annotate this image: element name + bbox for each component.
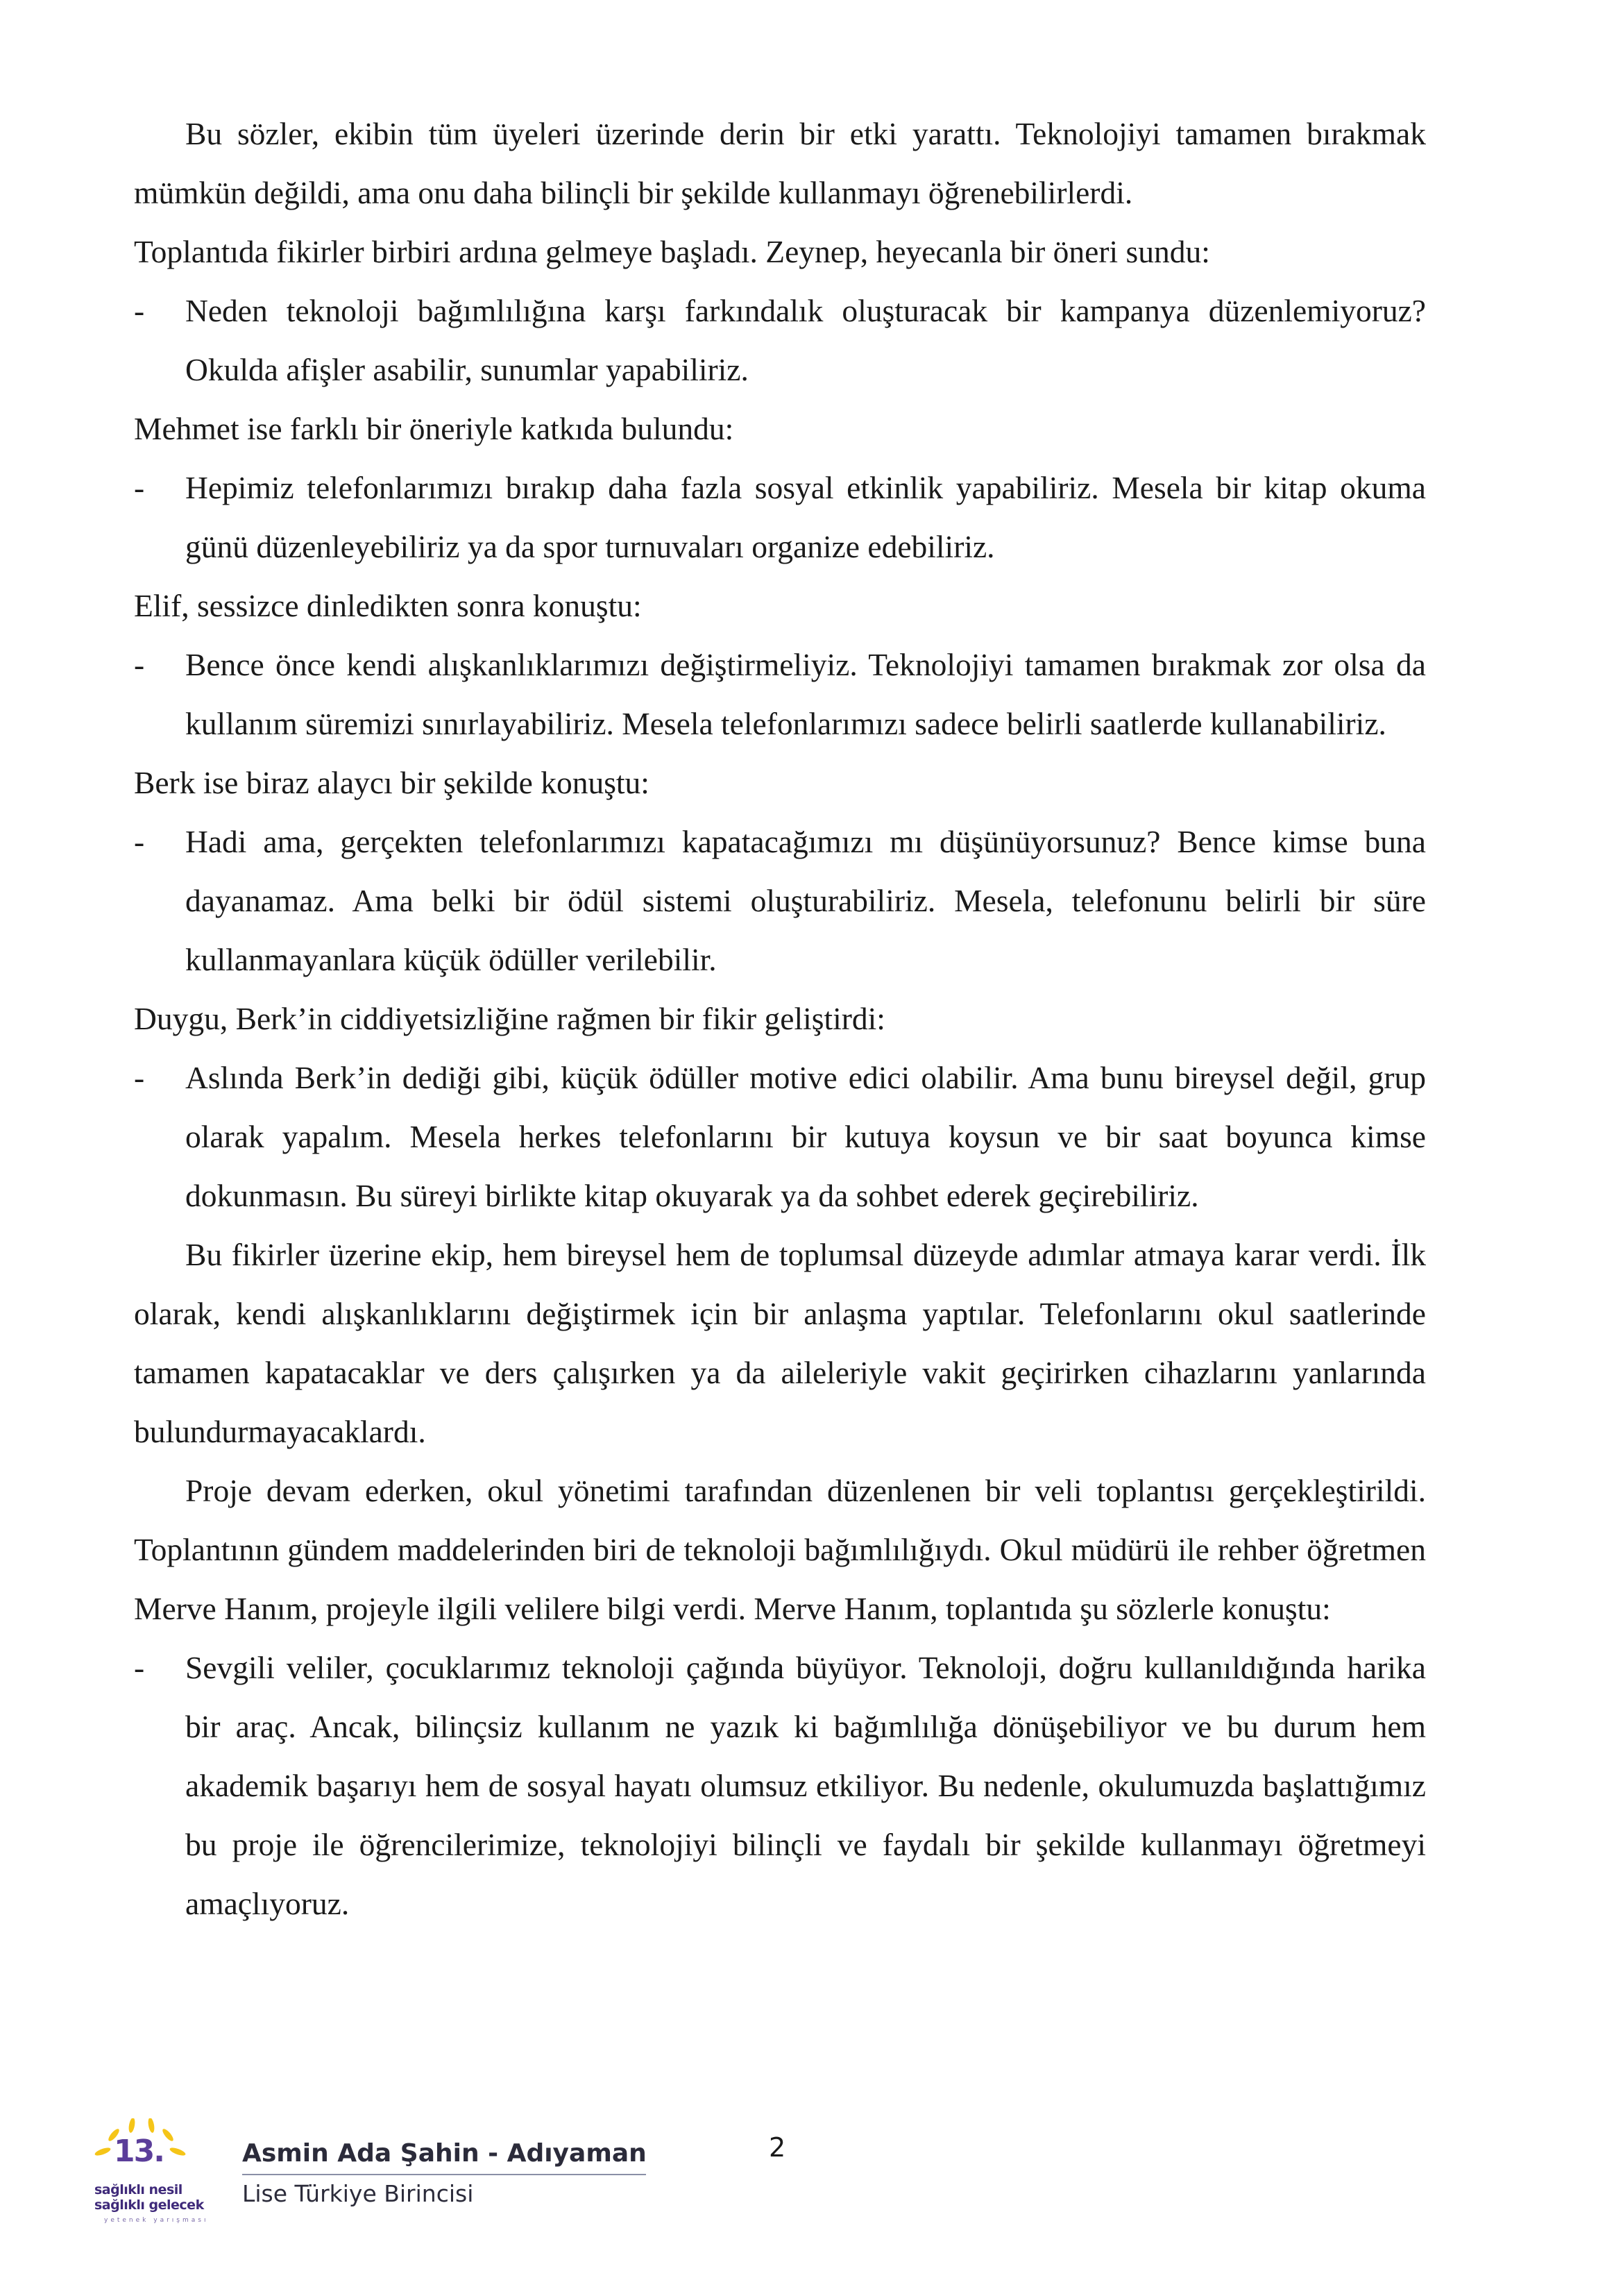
paragraph: Berk ise biraz alaycı bir şekilde konuştu: — [134, 765, 649, 800]
logo-line-1: sağlıklı nesil — [94, 2182, 182, 2197]
dialogue-text: Hepimiz telefonlarımızı bırakıp daha fazla sosyal etkinlik yapabiliriz. Mesela bir kitap okuma günü düzenleyebiliriz ya da spor turnuvaları organize edebiliriz. — [185, 470, 1426, 564]
paragraph: Proje devam ederken, okul yönetimi tarafından düzenlenen bir veli toplantısı gerçekleştirildi. Toplantının gündem maddelerinden biri de teknoloji bağımlılığıydı. Okul müdürü ile rehber öğretmen Merve Hanım, projeyle ilgili velilere bilgi verdi. Merve Hanım, toplantıda şu sözlerle konuştu: — [134, 1473, 1426, 1626]
paragraph: Elif, sessizce dinledikten sonra konuştu: — [134, 588, 642, 623]
dialogue-text: Neden teknoloji bağımlılığına karşı farkındalık oluşturacak bir kampanya düzenlemiyoruz? Okulda afişler asabilir, sunumlar yapabiliriz. — [185, 293, 1426, 387]
dialogue-text: Aslında Berk’in dediği gibi, küçük ödüller motive edici olabilir. Ama bunu bireysel değil, grup olarak yapalım. Mesela herkes telefonlarını bir kutuya koysun ve bir saat boyunca kimse dokunmasın. Bu süreyi birlikte kitap okuyarak ya da sohbet ederek geçirebiliriz. — [185, 1060, 1426, 1213]
dialogue-dash: - — [134, 824, 145, 859]
dialogue-text: Bence önce kendi alışkanlıklarımızı değiştirmeliyiz. Teknolojiyi tamamen bırakmak zor olsa da kullanım süremizi sınırlayabiliriz. Mesela telefonlarımızı sadece belirli saatlerde kullanabiliriz. — [185, 647, 1426, 741]
author-name: Asmin Ada Şahin - Adıyaman — [242, 2139, 647, 2168]
logo-line-2: sağlıklı gelecek — [94, 2197, 204, 2213]
paragraph: Bu sözler, ekibin tüm üyeleri üzerinde derin bir etki yarattı. Teknolojiyi tamamen bırakmak mümkün değildi, ama onu daha bilinçli bir şekilde kullanmayı öğrenebilirlerdi. — [134, 116, 1426, 210]
footer-divider — [242, 2174, 646, 2175]
dialogue-line — [134, 458, 1426, 576]
dialogue-line — [134, 1638, 1426, 1933]
dialogue-dash: - — [134, 470, 145, 505]
dialogue-dash: - — [134, 293, 145, 328]
paragraph: Bu fikirler üzerine ekip, hem bireysel hem de toplumsal düzeyde adımlar atmaya karar verdi. İlk olarak, kendi alışkanlıklarını değiştirmek için bir anlaşma yaptılar. Telefonlarını okul saatlerinde tamamen kapatacaklar ve ders çalışırken ya da aileleriyle vakit geçirirken cihazlarını yanlarında bulundurmayacaklardı. — [134, 1237, 1426, 1449]
logo-subtitle: yetenek yarışması — [104, 2217, 209, 2224]
dialogue-dash: - — [134, 647, 145, 682]
dialogue-line — [134, 1048, 1426, 1225]
paragraph: Mehmet ise farklı bir öneriyle katkıda bulundu: — [134, 411, 734, 446]
logo-number: 13. — [114, 2134, 164, 2169]
page-number: 2 — [769, 2132, 786, 2163]
contest-logo — [89, 2118, 235, 2229]
paragraph: Toplantıda fikirler birbiri ardına gelmeye başladı. Zeynep, heyecanla bir öneri sundu: — [134, 234, 1210, 269]
body-text — [134, 104, 1426, 1933]
dialogue-dash: - — [134, 1650, 145, 1685]
paragraph: Duygu, Berk’in ciddiyetsizliğine rağmen bir fikir geliştirdi: — [134, 1001, 885, 1036]
dialogue-line — [134, 281, 1426, 399]
dialogue-dash: - — [134, 1060, 145, 1095]
dialogue-line — [134, 812, 1426, 989]
dialogue-line — [134, 635, 1426, 753]
author-subtitle: Lise Türkiye Birincisi — [242, 2180, 474, 2207]
dialogue-text: Hadi ama, gerçekten telefonlarımızı kapatacağımızı mı düşünüyorsunuz? Bence kimse buna dayanamaz. Ama belki bir ödül sistemi oluşturabiliriz. Mesela, telefonunu belirli bir süre kullanmayanlara küçük ödüller verilebilir. — [185, 824, 1426, 977]
dialogue-text: Sevgili veliler, çocuklarımız teknoloji çağında büyüyor. Teknoloji, doğru kullanıldığında harika bir araç. Ancak, bilinçsiz kullanım ne yazık ki bağımlılığa dönüşebiliyor ve bu durum hem akademik başarıyı hem de sosyal hayatı olumsuz etkiliyor. Bu nedenle, okulumuzda başlattığımız bu proje ile öğrencilerimize, teknolojiyi bilinçli ve faydalı bir şekilde kullanmayı öğretmeyi amaçlıyoruz. — [185, 1650, 1426, 1921]
